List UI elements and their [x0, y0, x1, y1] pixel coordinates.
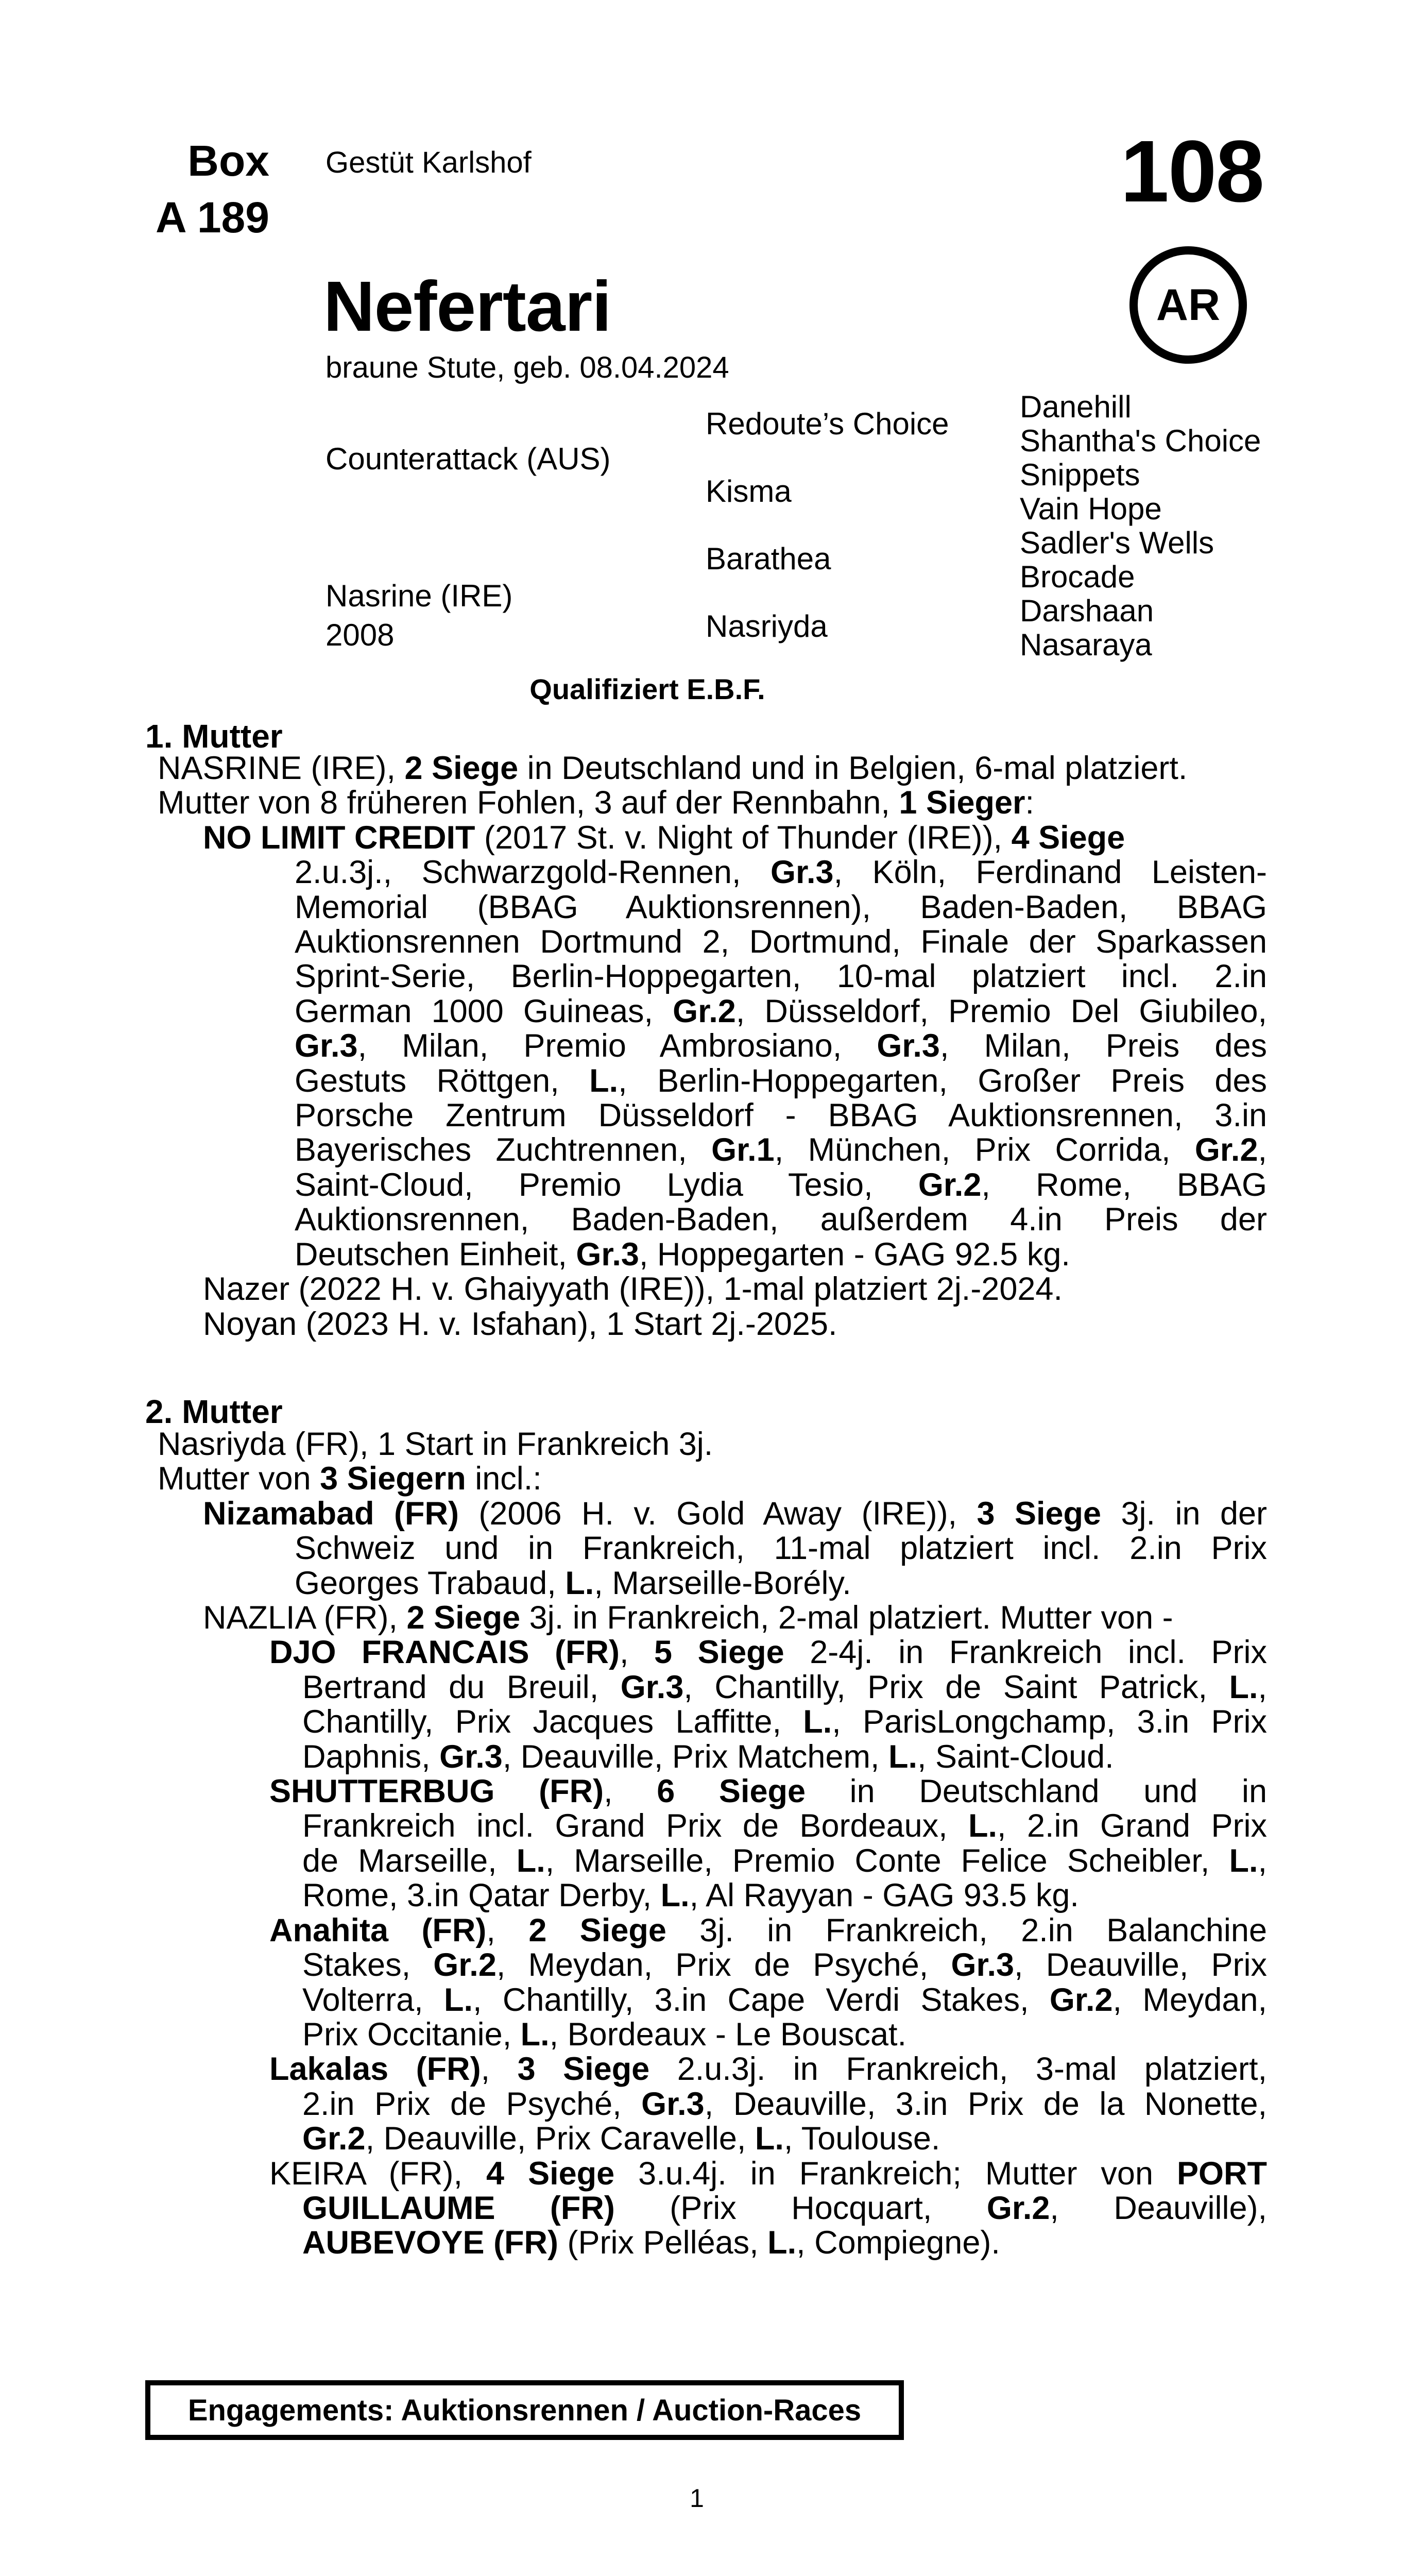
text-line: [158, 1427, 1267, 1462]
text-segment: ,: [486, 1912, 529, 1948]
engagements-text: Engagements: Auktionsrennen / Auction-Races: [187, 2393, 862, 2427]
text-segment: Noyan (2023 H. v. Isfahan), 1 Start 2j.-2025.: [203, 1306, 837, 1342]
text-segment: 2.u.3j., Schwarzgold-Rennen,: [295, 854, 771, 891]
bold-text: Gr.2: [1049, 1981, 1113, 2018]
text-line: [295, 855, 1267, 890]
horse-description: braune Stute, geb. 08.04.2024: [326, 351, 729, 384]
text-line: [295, 1238, 1267, 1272]
text-segment: , Meydan,: [1112, 1981, 1268, 2018]
text-segment: 3j. in der: [1101, 1495, 1268, 1532]
engagements-box: [145, 2380, 904, 2440]
text-line: [203, 821, 1267, 855]
bold-text: Gr.3: [877, 1028, 940, 1064]
text-segment: Schweiz und in Frankreich, 11-mal platziert incl. 2.in Prix: [295, 1530, 1267, 1567]
text-segment: (Prix Hocquart,: [614, 2190, 987, 2226]
text-segment: ,: [481, 2051, 518, 2088]
text-segment: Deutschen Einheit,: [295, 1236, 576, 1273]
bold-text: Gr.1: [711, 1132, 775, 1168]
text-segment: German 1000 Guineas,: [295, 993, 673, 1029]
text-line: [302, 1878, 1267, 1913]
text-segment: , Compiegne).: [796, 2225, 1000, 2261]
bold-text: 6 Siege: [657, 1773, 806, 1810]
auction-race-badge-icon: [1129, 246, 1247, 364]
pedigree-dam: Nasrine (IRE): [326, 579, 513, 613]
text-line: [158, 786, 1267, 820]
pedigree-grandparent: Barathea: [706, 541, 831, 576]
bold-text: Gr.3: [770, 854, 834, 891]
text-line: [302, 2191, 1267, 2226]
text-segment: Mutter von 8 früheren Fohlen, 3 auf der Rennbahn,: [158, 785, 899, 821]
bold-text: L.: [516, 1842, 545, 1879]
bold-text: L.: [755, 2121, 784, 2157]
bold-text: L.: [968, 1808, 998, 1844]
text-segment: Daphnis,: [302, 1738, 440, 1775]
text-segment: NAZLIA (FR),: [203, 1600, 407, 1636]
badge-label: AR: [1156, 280, 1221, 330]
pedigree-great-grandparent: Nasaraya: [1020, 628, 1152, 662]
text-segment: Nasriyda (FR), 1 Start in Frankreich 3j.: [158, 1426, 713, 1462]
text-segment: Bayerisches Zuchtrennen,: [295, 1132, 712, 1168]
horse-name: Nefertari: [323, 267, 611, 346]
second-dam-heading: 2. Mutter: [145, 1393, 283, 1430]
bold-text: 1 Sieger: [899, 785, 1025, 821]
text-line: [269, 1913, 1267, 1948]
text-segment: Gestuts Röttgen,: [295, 1062, 590, 1099]
bold-text: 5 Siege: [654, 1634, 784, 1671]
text-segment: , Deauville, 3.in Prix de la Nonette,: [704, 2086, 1267, 2122]
text-line: [295, 1566, 1267, 1601]
pedigree-great-grandparent: Danehill: [1020, 389, 1132, 424]
text-segment: , Berlin-Hoppegarten, Großer Preis des: [618, 1062, 1267, 1099]
text-segment: , Toulouse.: [783, 2121, 940, 2157]
text-line: [158, 751, 1267, 786]
text-segment: , München, Prix Corrida,: [774, 1132, 1195, 1168]
qualification-text: Qualifiziert E.B.F.: [529, 673, 765, 705]
first-dam-heading: 1. Mutter: [145, 718, 283, 755]
bold-text: Gr.2: [302, 2121, 366, 2157]
text-line: [295, 890, 1267, 925]
pedigree-dam-year: 2008: [326, 618, 395, 652]
text-segment: 2-4j. in Frankreich incl. Prix: [784, 1634, 1267, 1671]
pedigree-great-grandparent: Brocade: [1020, 560, 1135, 594]
bold-text: Lakalas (FR): [269, 2051, 481, 2088]
text-segment: in Deutschland und in: [806, 1773, 1268, 1810]
text-segment: Porsche Zentrum Düsseldorf - BBAG Auktionsrennen, 3.in: [295, 1097, 1267, 1134]
text-line: [269, 1635, 1267, 1670]
text-line: [158, 1462, 1267, 1496]
bold-text: Gr.3: [641, 2086, 705, 2122]
bold-text: L.: [803, 1704, 832, 1740]
text-segment: Prix Occitanie,: [302, 2016, 521, 2053]
text-line: [295, 1029, 1267, 1063]
text-segment: (Prix Pelléas,: [558, 2225, 768, 2261]
text-line: [302, 1948, 1267, 1982]
text-segment: , Rome, BBAG: [981, 1166, 1267, 1203]
text-segment: ,: [1258, 1669, 1267, 1705]
bold-text: L.: [520, 2016, 550, 2053]
text-line: [295, 925, 1267, 959]
bold-text: Gr.2: [918, 1166, 982, 1203]
pedigree-great-grandparent: Sadler's Wells: [1020, 526, 1214, 560]
bold-text: DJO FRANCAIS (FR): [269, 1634, 620, 1671]
text-segment: NASRINE (IRE),: [158, 750, 405, 786]
text-segment: , Al Rayyan - GAG 93.5 kg.: [689, 1877, 1079, 1914]
bold-text: 3 Siege: [977, 1495, 1102, 1532]
qualification: [0, 672, 1404, 706]
bold-text: L.: [1229, 1669, 1258, 1705]
bold-text: 2 Siege: [404, 750, 519, 786]
bold-text: 4 Siege: [486, 2155, 615, 2192]
pedigree-great-grandparent: Shantha's Choice: [1020, 423, 1261, 458]
text-segment: 2.in Prix de Psyché,: [302, 2086, 642, 2122]
text-segment: 3.u.4j. in Frankreich; Mutter von: [614, 2155, 1177, 2192]
text-segment: 2.u.3j. in Frankreich, 3-mal platziert,: [649, 2051, 1268, 2088]
text-segment: Chantilly, Prix Jacques Laffitte,: [302, 1704, 803, 1740]
text-segment: , Saint-Cloud.: [917, 1738, 1114, 1775]
bold-text: Gr.3: [620, 1669, 684, 1705]
text-segment: , Marseille, Premio Conte Felice Scheibler,: [545, 1842, 1229, 1879]
text-segment: de Marseille,: [302, 1842, 517, 1879]
bold-text: AUBEVOYE (FR): [302, 2225, 559, 2261]
bold-text: 2 Siege: [406, 1600, 521, 1636]
text-segment: ,: [1258, 1132, 1267, 1168]
bold-text: NO LIMIT CREDIT: [203, 819, 475, 856]
bold-text: L.: [443, 1981, 473, 2018]
text-line: [295, 1202, 1267, 1237]
text-line: [295, 1168, 1267, 1202]
bold-text: L.: [660, 1877, 690, 1914]
seller-name: Gestüt Karlshof: [326, 146, 532, 179]
text-line: [302, 1809, 1267, 1843]
text-segment: ,: [1258, 1842, 1267, 1879]
text-line: [302, 1705, 1267, 1739]
text-segment: Saint-Cloud, Premio Lydia Tesio,: [295, 1166, 918, 1203]
bold-text: Gr.3: [951, 1947, 1015, 1984]
text-line: [302, 2122, 1267, 2156]
box-number: A 189: [155, 193, 269, 242]
text-segment: Auktionsrennen Dortmund 2, Dortmund, Finale der Sparkassen: [295, 924, 1267, 960]
bold-text: PORT: [1177, 2155, 1268, 2192]
text-segment: Volterra,: [302, 1981, 444, 2018]
text-line: [203, 1601, 1267, 1635]
pedigree-grandparent: Kisma: [706, 474, 792, 509]
bold-text: 2 Siege: [528, 1912, 666, 1948]
text-line: [302, 1670, 1267, 1705]
text-segment: , Köln, Ferdinand Leisten-: [833, 854, 1267, 891]
box-label: Box: [187, 137, 269, 185]
lot-number: 108: [1120, 123, 1263, 221]
bold-text: L.: [767, 2225, 797, 2261]
page-number: [0, 2483, 1404, 2513]
bold-text: SHUTTERBUG (FR): [269, 1773, 604, 1810]
bold-text: Gr.3: [439, 1738, 503, 1775]
bold-text: Gr.2: [986, 2190, 1050, 2226]
text-line: [302, 2226, 1267, 2260]
bold-text: 3 Siege: [517, 2051, 650, 2088]
text-segment: 3j. in Frankreich, 2.in Balanchine: [666, 1912, 1267, 1948]
text-segment: , Deauville),: [1050, 2190, 1267, 2226]
text-segment: , Meydan, Prix de Psyché,: [496, 1947, 951, 1984]
text-segment: :: [1025, 785, 1035, 821]
text-line: [295, 1064, 1267, 1098]
text-segment: , Deauville, Prix Caravelle,: [365, 2121, 755, 2157]
text-line: [203, 1272, 1267, 1307]
bold-text: 4 Siege: [1011, 819, 1125, 856]
text-segment: Nazer (2022 H. v. Ghaiyyath (IRE)), 1-mal platziert 2j.-2024.: [203, 1271, 1063, 1308]
text-segment: , Deauville, Prix: [1014, 1947, 1267, 1984]
pedigree-great-grandparent: Darshaan: [1020, 594, 1154, 628]
page-number-text: 1: [690, 2484, 704, 2513]
text-segment: Sprint-Serie, Berlin-Hoppegarten, 10-mal platziert incl. 2.in: [295, 958, 1267, 995]
pedigree-grandparent: Nasriyda: [706, 609, 828, 643]
text-segment: , Chantilly, Prix de Saint Patrick,: [683, 1669, 1229, 1705]
bold-text: 3 Siegern: [320, 1461, 466, 1497]
text-segment: Frankreich incl. Grand Prix de Bordeaux,: [302, 1808, 969, 1844]
text-segment: Stakes,: [302, 1947, 434, 1984]
pedigree-great-grandparent: Snippets: [1020, 457, 1140, 492]
text-line: [269, 2157, 1267, 2191]
text-line: [302, 1844, 1267, 1878]
bold-text: L.: [589, 1062, 619, 1099]
text-line: [269, 2052, 1267, 2087]
bold-text: Gr.2: [433, 1947, 496, 1984]
text-line: [295, 1531, 1267, 1566]
text-line: [295, 994, 1267, 1029]
pedigree-great-grandparent: Vain Hope: [1020, 492, 1162, 526]
text-line: [295, 1133, 1267, 1167]
text-segment: ,: [604, 1773, 657, 1810]
text-segment: , Milan, Preis des: [939, 1028, 1267, 1064]
text-line: [203, 1497, 1267, 1531]
bold-text: Gr.2: [673, 993, 736, 1029]
text-segment: , ParisLongchamp, 3.in Prix: [832, 1704, 1267, 1740]
text-segment: 3j. in Frankreich, 2-mal platziert. Mutter von -: [520, 1600, 1173, 1636]
text-segment: , Milan, Premio Ambrosiano,: [357, 1028, 877, 1064]
text-segment: , 2.in Grand Prix: [997, 1808, 1267, 1844]
text-line: [295, 959, 1267, 994]
text-segment: (2006 H. v. Gold Away (IRE)),: [458, 1495, 977, 1532]
text-line: [269, 1774, 1267, 1809]
pedigree-grandparent: Redoute’s Choice: [706, 406, 949, 441]
text-segment: , Chantilly, 3.in Cape Verdi Stakes,: [472, 1981, 1050, 2018]
bold-text: L.: [888, 1738, 917, 1775]
text-segment: , Deauville, Prix Matchem,: [502, 1738, 888, 1775]
text-segment: Mutter von: [158, 1461, 320, 1497]
bold-text: Anahita (FR): [269, 1912, 487, 1948]
bold-text: Gr.2: [1194, 1132, 1258, 1168]
text-segment: , Düsseldorf, Premio Del Giubileo,: [735, 993, 1267, 1029]
first-dam-section: [145, 751, 1267, 1342]
text-line: [295, 1098, 1267, 1133]
bold-text: GUILLAUME (FR): [302, 2190, 615, 2226]
text-line: [302, 2087, 1267, 2122]
text-segment: Georges Trabaud,: [295, 1565, 566, 1601]
pedigree-sire: Counterattack (AUS): [326, 442, 611, 476]
text-segment: (2017 St. v. Night of Thunder (IRE)),: [475, 819, 1012, 856]
text-segment: Memorial (BBAG Auktionsrennen), Baden-Baden, BBAG: [295, 889, 1267, 925]
text-segment: , Hoppegarten - GAG 92.5 kg.: [639, 1236, 1070, 1273]
text-line: [302, 1740, 1267, 1774]
bold-text: L.: [1229, 1842, 1258, 1879]
bold-text: Gr.3: [295, 1028, 358, 1064]
text-segment: in Deutschland und in Belgien, 6-mal platziert.: [518, 750, 1188, 786]
text-segment: , Marseille-Borély.: [594, 1565, 851, 1601]
text-segment: , Bordeaux - Le Bouscat.: [549, 2016, 907, 2053]
bold-text: Gr.3: [576, 1236, 639, 1273]
text-segment: ,: [620, 1634, 655, 1671]
second-dam-section: [145, 1427, 1267, 2261]
text-segment: Auktionsrennen, Baden-Baden, außerdem 4.in Preis der: [295, 1201, 1267, 1238]
bold-text: L.: [565, 1565, 594, 1601]
bold-text: Nizamabad (FR): [203, 1495, 459, 1532]
text-segment: Bertrand du Breuil,: [302, 1669, 621, 1705]
text-line: [302, 1983, 1267, 2018]
text-line: [203, 1307, 1267, 1342]
text-line: [302, 2018, 1267, 2052]
text-segment: Rome, 3.in Qatar Derby,: [302, 1877, 661, 1914]
text-segment: KEIRA (FR),: [269, 2155, 487, 2192]
text-segment: incl.:: [466, 1461, 542, 1497]
